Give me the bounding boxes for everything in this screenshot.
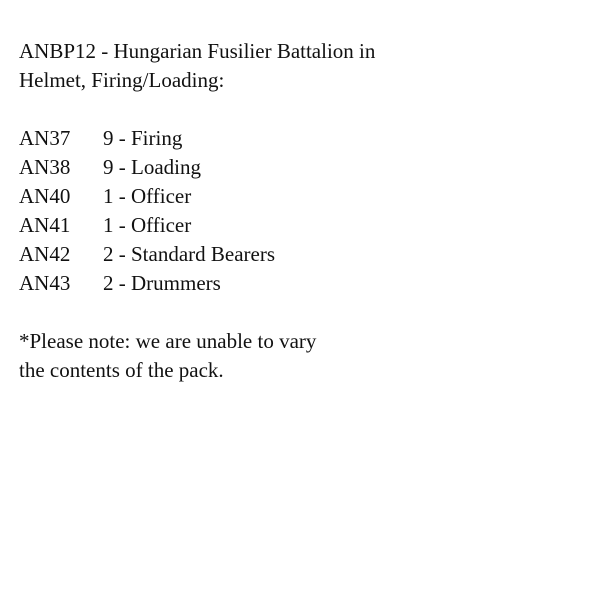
pack-title (19, 37, 589, 95)
item-description: 9 - Firing (103, 126, 183, 150)
spacer (19, 95, 589, 124)
item-description: 1 - Officer (103, 184, 192, 208)
list-item (19, 240, 589, 269)
pack-note-line-2: the contents of the pack. (19, 358, 224, 382)
item-code: AN42 (19, 242, 71, 266)
item-code: AN37 (19, 126, 71, 150)
list-item (19, 211, 589, 240)
item-description: 9 - Loading (103, 155, 201, 179)
item-description: 1 - Officer (103, 213, 192, 237)
item-code: AN43 (19, 271, 71, 295)
item-code: AN40 (19, 184, 71, 208)
list-item (19, 182, 589, 211)
pack-note-line-1: *Please note: we are unable to vary (19, 329, 317, 353)
product-description (19, 37, 589, 385)
list-item (19, 153, 589, 182)
pack-title-line-1: ANBP12 - Hungarian Fusilier Battalion in (19, 39, 376, 63)
item-description: 2 - Standard Bearers (103, 242, 276, 266)
pack-contents-list (19, 124, 589, 298)
item-description: 2 - Drummers (103, 271, 221, 295)
spacer (19, 298, 589, 327)
pack-note (19, 327, 589, 385)
list-item (19, 124, 589, 153)
item-code: AN38 (19, 155, 71, 179)
item-code: AN41 (19, 213, 71, 237)
list-item (19, 269, 589, 298)
pack-title-line-2: Helmet, Firing/Loading: (19, 68, 225, 92)
